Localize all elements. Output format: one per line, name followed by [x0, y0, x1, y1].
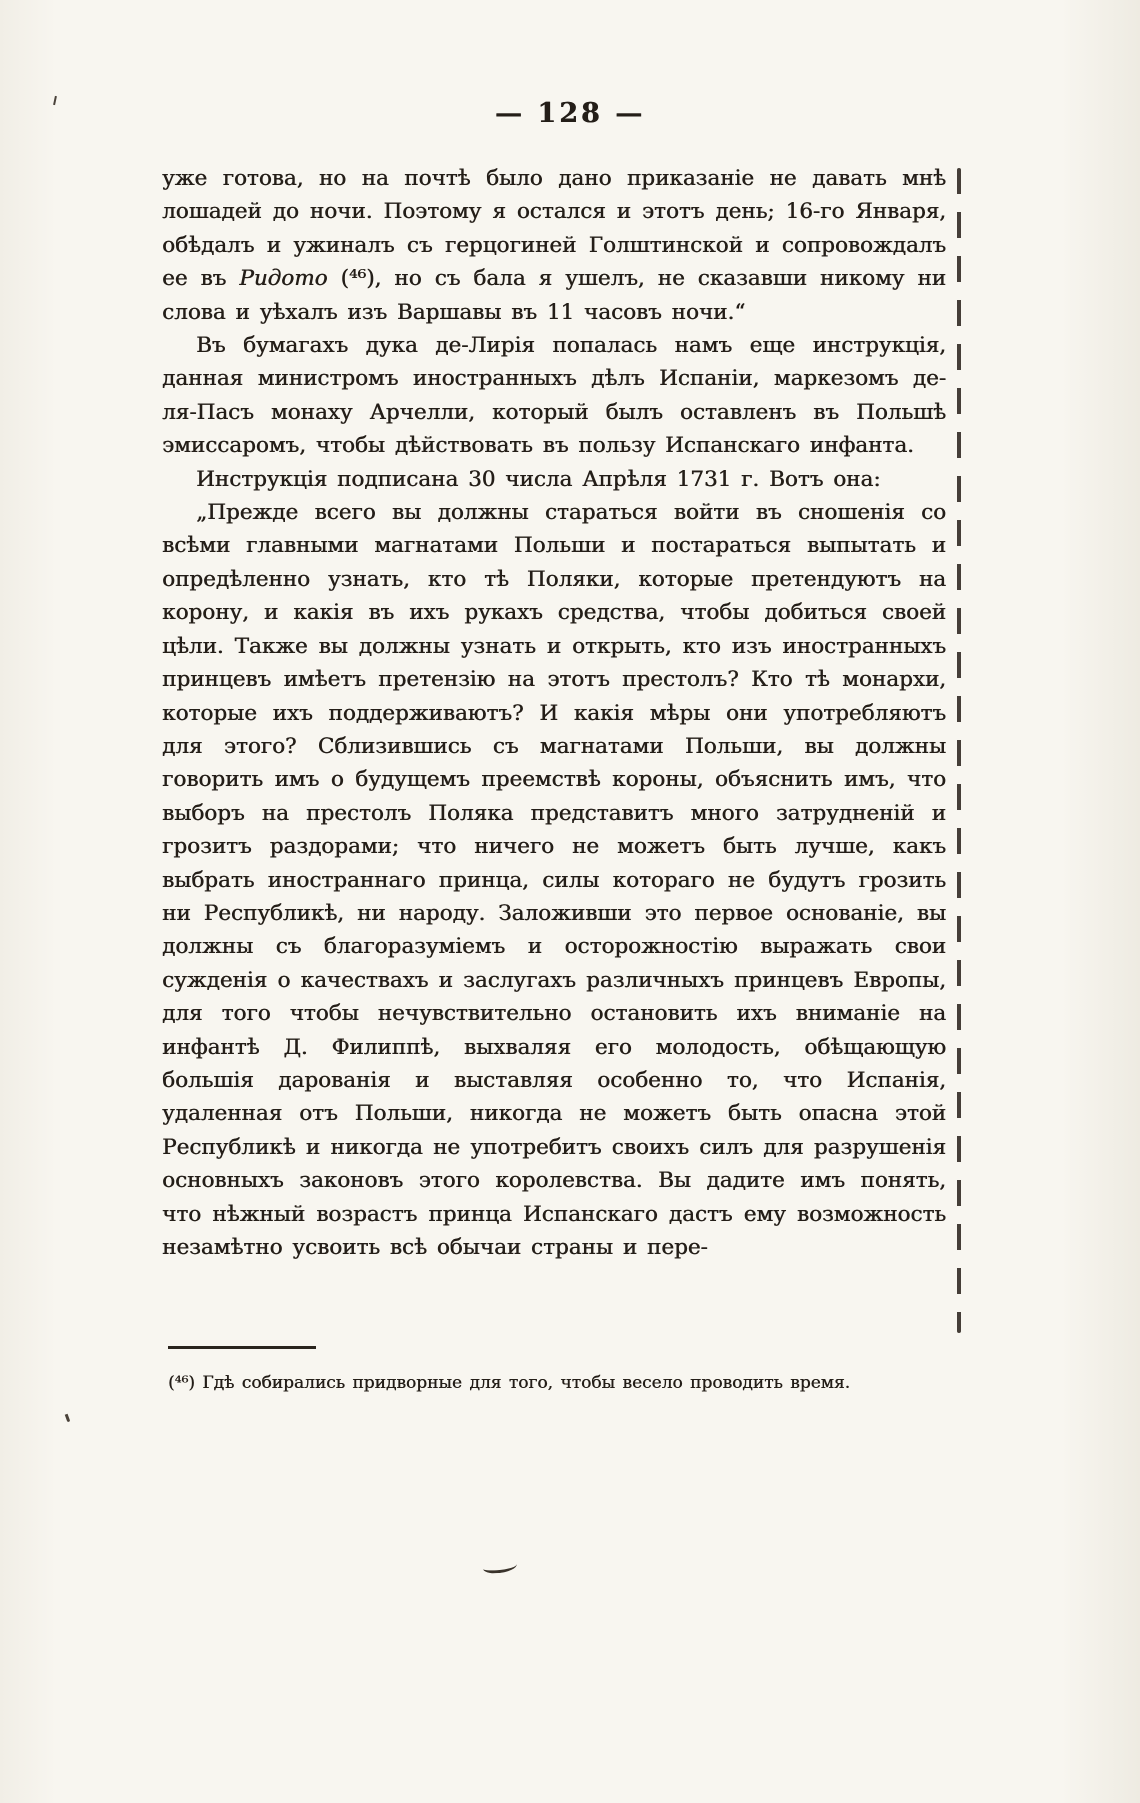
scan-artifact	[483, 1559, 518, 1574]
paragraph-instruction-intro: Въ бумагахъ дука де-Лирія попалась намъ еще инструкція, данная министромъ иностранныхъ дѣлъ Испаніи, маркезомъ де-ля-Пасъ монаху Арчелли, который былъ оставленъ въ Польшѣ эмиссаромъ, чтобы дѣйствовать въ пользу Испанскаго инфанта.	[162, 333, 946, 459]
paragraph-instruction-date: Инструкція подписана 30 числа Апрѣля 1731 г. Вотъ она:	[196, 466, 881, 492]
page-number: — 128 —	[494, 98, 646, 129]
text-block	[162, 162, 946, 1264]
footnote-separator	[168, 1346, 316, 1349]
paragraph-text: (⁴⁶), но съ бала я ушелъ, не сказавши никому ни слова и уѣхалъ изъ Варшавы въ 11 часовъ ночи.“	[162, 266, 946, 325]
footnote-section	[168, 1346, 946, 1395]
paragraph-instruction-quote: „Прежде всего вы должны стараться войти въ сношенія со всѣми главными магнатами Польши и постараться выпытать и опредѣленно узнать, кто тѣ Поляки, которые претендуютъ на корону, и какія въ ихъ рукахъ средства, чтобы добиться своей цѣли. Также вы должны узнать и открыть, кто изъ иностранныхъ принцевъ имѣетъ претензію на этотъ престолъ? Кто тѣ монархи, которые ихъ поддерживаютъ? И какія мѣры они употребляютъ для этого? Сблизившись съ магнатами Польши, вы должны говорить имъ о будущемъ преемствѣ короны, объяснить имъ, что выборъ на престолъ Поляка представитъ много затрудненій и грозитъ раздорами; что ничего не можетъ быть лучше, какъ выбрать иностраннаго принца, силы котораго не будутъ грозить ни Республикѣ, ни народу. Заложивши это первое основаніе, вы должны съ благоразуміемъ и осторожностію выражать свои сужденія о качествахъ и заслугахъ различныхъ принцевъ Европы, для того чтобы нечувствительно остановить ихъ вниманіе на инфантѣ Д. Филиппѣ, выхваляя его молодость, обѣщающую большія дарованія и выставляя особенно то, что Испанія, удаленная отъ Польши, никогда не можетъ быть опасна этой Республикѣ и никогда не употребитъ своихъ силъ для разрушенія основныхъ законовъ этого королевства. Вы дадите имъ понять, что нѣжный возрастъ принца Испанскаго дастъ ему возможность незамѣтно усвоить всѣ обычаи страны и пере-	[162, 500, 946, 1260]
scan-artifact	[65, 1414, 71, 1423]
scan-artifact-gutter-line	[957, 168, 961, 1333]
paragraph-text: уже готова, но на почтѣ было дано приказаніе не давать мнѣ лошадей до ночи. Поэтому я остался и этотъ день; 16-го Января, обѣдалъ и ужиналъ съ герцогиней Голштинской и сопровождалъ ее въ	[162, 166, 946, 292]
italic-term: Ридото	[239, 266, 328, 292]
footnote: (⁴⁶) Гдѣ собирались придворные для того, чтобы весело проводить время.	[168, 1373, 851, 1393]
paragraph-continuation	[162, 162, 946, 329]
